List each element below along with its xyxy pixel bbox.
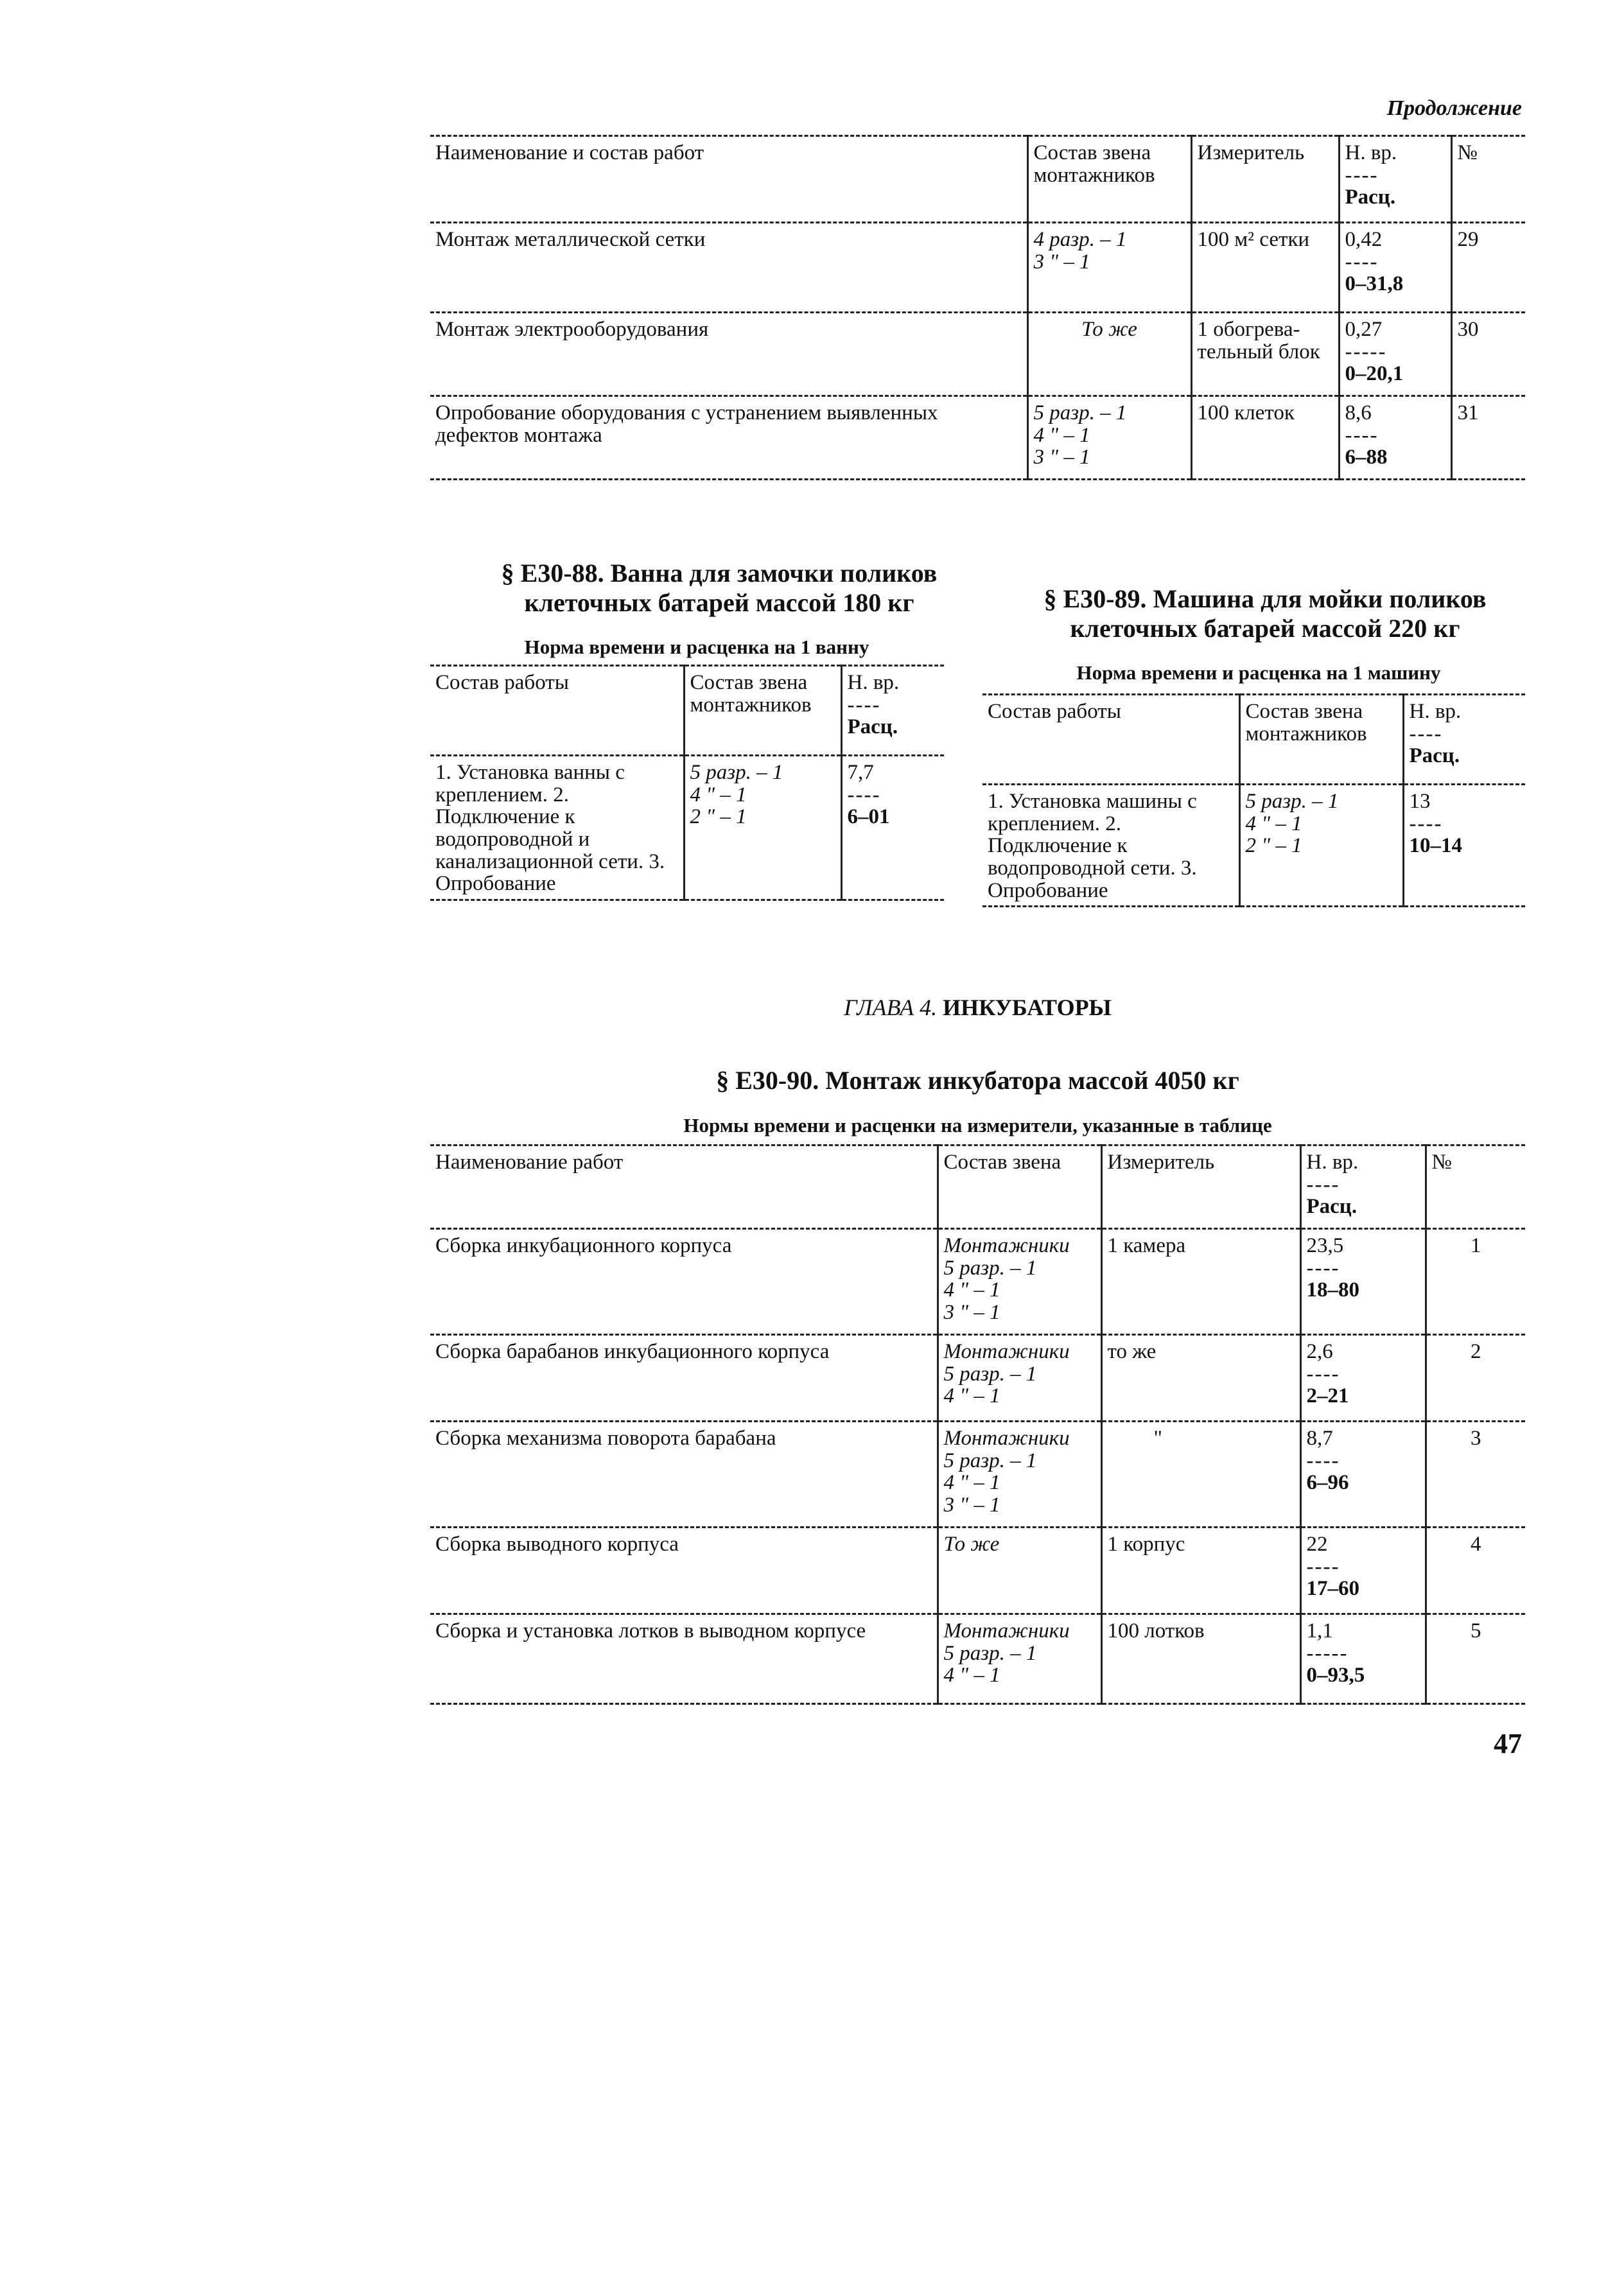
table-row (430, 1614, 1525, 1704)
row-name: Монтаж электрооборудования (435, 318, 709, 341)
row-work: 1. Установка ванны с креплением. 2. Подключение к водопроводной и канализационной сети. 3. Опробование (435, 761, 665, 896)
table-row (430, 1422, 1525, 1528)
row-name: Сборка инкубационного корпуса (435, 1234, 732, 1257)
row-nvr-rasc: 8,7 ---- 6–96 (1300, 1422, 1426, 1528)
table-continued (430, 135, 1525, 480)
row-meter: 1 обогрева-тельный блок (1191, 313, 1339, 396)
row-crew: То же (1027, 313, 1191, 396)
header-meter: Измеритель (1101, 1145, 1300, 1229)
row-num: 31 (1451, 396, 1525, 480)
row-crew: Монтажники 5 разр. – 1 4 " – 1 3 " – 1 (938, 1422, 1101, 1528)
chapter-label: ГЛАВА 4. (844, 995, 938, 1020)
row-num: 2 (1426, 1335, 1525, 1422)
chapter-title: ИНКУБАТОРЫ (943, 995, 1112, 1020)
row-nvr-rasc: 7,7 ---- 6–01 (841, 756, 944, 900)
row-nvr-rasc: 0,27 ----- 0–20,1 (1339, 313, 1451, 396)
table-row (430, 1229, 1525, 1335)
table-row (430, 1528, 1525, 1614)
header-num: № (1451, 136, 1525, 223)
table-row (430, 1335, 1525, 1422)
header-nvr-rasc: Н. вр. ---- Расц. (1339, 136, 1451, 223)
row-meter: 100 клеток (1191, 396, 1339, 480)
row-work: 1. Установка машины с креплением. 2. Подключение к водопроводной сети. 3. Опробование (988, 790, 1197, 902)
row-meter: 100 лотков (1101, 1614, 1300, 1704)
table-e30-90 (430, 1144, 1525, 1705)
section-title-e30-90: § Е30-90. Монтаж инкубатора массой 4050 кг (716, 1066, 1239, 1095)
page-number: 47 (1494, 1728, 1522, 1759)
header-num: № (1426, 1145, 1525, 1229)
header-work: Состав работы (988, 700, 1121, 723)
row-nvr-rasc: 13 ---- 10–14 (1403, 785, 1525, 907)
header-work: Состав работы (435, 671, 569, 694)
table-row (430, 223, 1525, 313)
table-row (982, 785, 1525, 907)
row-nvr-rasc: 22 ---- 17–60 (1300, 1528, 1426, 1614)
row-meter: 1 корпус (1101, 1528, 1300, 1614)
row-crew: Монтажники 5 разр. – 1 4 " – 1 3 " – 1 (938, 1229, 1101, 1335)
norm-caption-e30-90: Нормы времени и расценки на измерители, указанные в таблице (683, 1114, 1272, 1136)
row-num: 5 (1426, 1614, 1525, 1704)
header-nvr-rasc: Н. вр. ---- Расц. (1403, 695, 1525, 785)
table-e30-89 (982, 693, 1525, 907)
row-meter: 1 камера (1101, 1229, 1300, 1335)
header-name: Наименование и состав работ (435, 141, 704, 164)
row-num: 30 (1451, 313, 1525, 396)
row-crew: 4 разр. – 1 3 " – 1 (1027, 223, 1191, 313)
header-crew: Состав звена монтажников (684, 666, 841, 756)
row-name: Опробование оборудования с устранением выявленных дефектов монтажа (435, 401, 938, 447)
header-crew: Состав звена монтажников (1027, 136, 1191, 223)
row-num: 4 (1426, 1528, 1525, 1614)
header-crew: Состав звена монтажников (1239, 695, 1403, 785)
row-meter: то же (1101, 1335, 1300, 1422)
row-nvr-rasc: 8,6 ---- 6–88 (1339, 396, 1451, 480)
row-crew: Монтажники 5 разр. – 1 4 " – 1 (938, 1614, 1101, 1704)
row-crew: 5 разр. – 1 4 " – 1 3 " – 1 (1027, 396, 1191, 480)
section-title-e30-88: § Е30-88. Ванна для замочки поликов клеточных батарей массой 180 кг (501, 559, 938, 617)
chapter-heading (430, 994, 1525, 1021)
row-crew: То же (938, 1528, 1101, 1614)
section-title-e30-89: § Е30-89. Машина для мойки поликов клеточных батарей массой 220 кг (1043, 584, 1487, 643)
header-nvr-rasc: Н. вр. ---- Расц. (841, 666, 944, 756)
continuation-label: Продолжение (1386, 96, 1522, 120)
row-name: Сборка выводного корпуса (435, 1533, 679, 1556)
row-nvr-rasc: 23,5 ---- 18–80 (1300, 1229, 1426, 1335)
table-row (430, 396, 1525, 480)
header-name: Наименование работ (435, 1151, 624, 1174)
header-nvr-rasc: Н. вр. ---- Расц. (1300, 1145, 1426, 1229)
row-crew: 5 разр. – 1 4 " – 1 2 " – 1 (1239, 785, 1403, 907)
header-crew: Состав звена (938, 1145, 1101, 1229)
row-name: Сборка барабанов инкубационного корпуса (435, 1340, 830, 1363)
norm-caption-e30-89: Норма времени и расценка на 1 машину (1076, 661, 1441, 684)
row-nvr-rasc: 1,1 ----- 0–93,5 (1300, 1614, 1426, 1704)
row-num: 3 (1426, 1422, 1525, 1528)
table-row (430, 756, 944, 900)
row-name: Монтаж металлической сетки (435, 228, 706, 251)
row-name: Сборка механизма поворота барабана (435, 1427, 776, 1450)
row-name: Сборка и установка лотков в выводном корпусе (435, 1619, 866, 1642)
row-num: 29 (1451, 223, 1525, 313)
table-row (430, 313, 1525, 396)
row-crew: Монтажники 5 разр. – 1 4 " – 1 (938, 1335, 1101, 1422)
header-meter: Измеритель (1191, 136, 1339, 223)
row-nvr-rasc: 0,42 ---- 0–31,8 (1339, 223, 1451, 313)
row-crew: 5 разр. – 1 4 " – 1 2 " – 1 (684, 756, 841, 900)
row-nvr-rasc: 2,6 ---- 2–21 (1300, 1335, 1426, 1422)
row-num: 1 (1426, 1229, 1525, 1335)
row-meter: 100 м² сетки (1191, 223, 1339, 313)
table-e30-88 (430, 665, 944, 901)
row-meter: " (1101, 1422, 1300, 1528)
norm-caption-e30-88: Норма времени и расценка на 1 ванну (524, 636, 869, 658)
